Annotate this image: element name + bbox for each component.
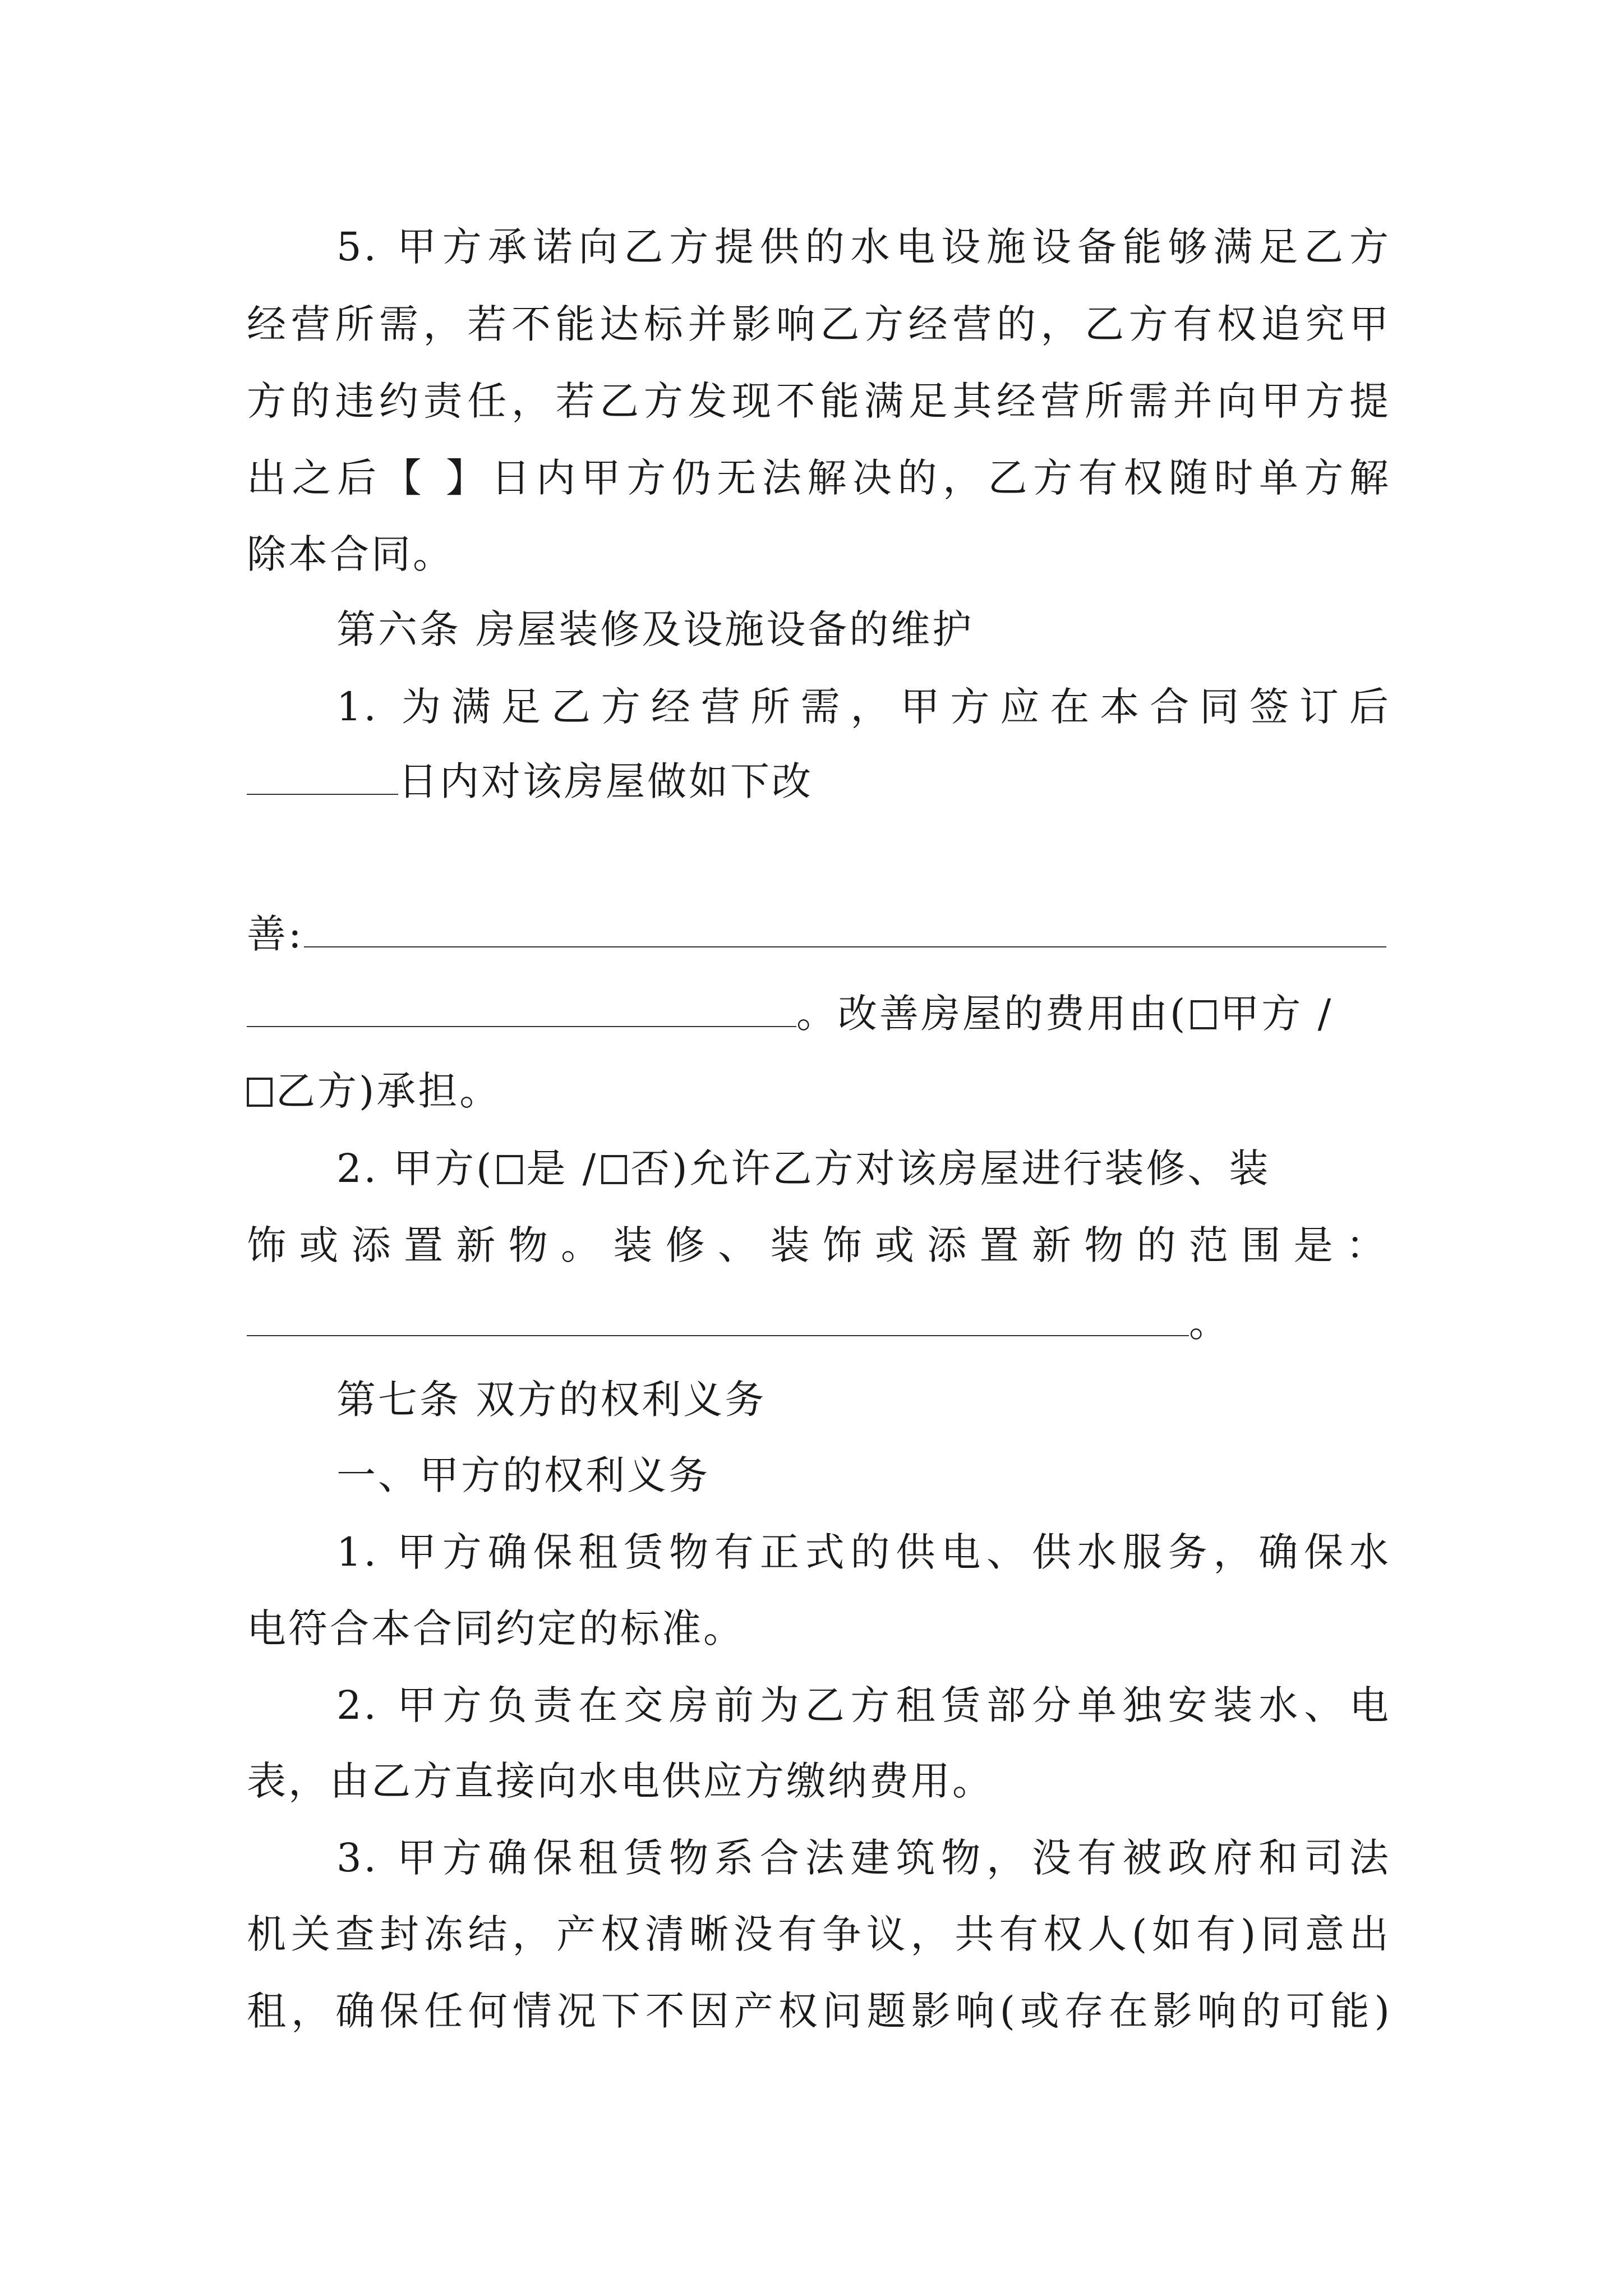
checkbox-no[interactable]: [601, 1155, 627, 1184]
article6-item1-line-5: [247, 1060, 1391, 1122]
article7-line-5: 3. 甲方确保租赁物系合法建筑物，没有被政府和司法: [336, 1835, 1391, 1881]
clause5-line-1: 5. 甲方承诺向乙方提供的水电设施设备能够满足乙方: [336, 224, 1391, 270]
option-yes-label: 是 /: [526, 1145, 598, 1191]
blank-scope-field: [247, 1303, 1189, 1336]
article6-item2-line-1-a: 2. 甲方(: [336, 1145, 494, 1191]
article6-item1-line-3-prefix: 善:: [247, 911, 304, 957]
article6-item2-line-3-end: 。: [1189, 1300, 1230, 1346]
article7-heading: 第七条 双方的权利义务: [336, 1377, 767, 1423]
article7-line-4: 表，由乙方直接向水电供应方缴纳费用。: [247, 1758, 994, 1804]
clause5-line-4: 出之后【 】日内甲方仍无法解决的，乙方有权随时单方解: [247, 455, 1391, 501]
option-no-label: 否: [630, 1145, 672, 1191]
article6-item1-line-4-text: 。改善房屋的费用由(: [796, 991, 1188, 1037]
article6-item1-line-3: [247, 903, 1391, 965]
article7-line-2: 电符合本合同约定的标准。: [247, 1605, 745, 1651]
article7-line-1: 1. 甲方确保租赁物有正式的供电、供水服务，确保水: [336, 1529, 1391, 1575]
option-party-b-label: 乙方: [276, 1068, 359, 1114]
article7-line-3: 2. 甲方负责在交房前为乙方租赁部分单独安装水、电: [336, 1682, 1391, 1728]
clause5-line-2: 经营所需，若不能达标并影响乙方经营的，乙方有权追究甲: [247, 301, 1391, 347]
clause5-line-3: 方的违约责任，若乙方发现不能满足其经营所需并向甲方提: [247, 378, 1391, 424]
article6-item1-line-1: 1. 为满足乙方经营所需，甲方应在本合同签订后: [336, 684, 1391, 730]
blank-improvement-field: [304, 914, 1386, 947]
article6-item2-line-1: [336, 1138, 1391, 1199]
article6-item2-line-3: [247, 1292, 1391, 1354]
checkbox-yes[interactable]: [497, 1155, 523, 1184]
blank-improvement-field-cont: [247, 993, 796, 1027]
article6-item2-line-1-b: )允许乙方对该房屋进行装修、装: [672, 1145, 1271, 1191]
checkbox-party-a[interactable]: [1191, 1000, 1216, 1029]
article7-sub1: 一、甲方的权利义务: [336, 1452, 710, 1498]
article6-item2-line-2: 饰或添置新物。装修、装饰或添置新物的范围是：: [247, 1222, 1391, 1268]
blank-days-field: [247, 761, 398, 795]
clause5-line-5: 除本合同。: [247, 531, 454, 577]
article6-item1-line-4: [247, 983, 1391, 1045]
article6-heading: 第六条 房屋装修及设施设备的维护: [336, 606, 974, 652]
article7-line-7: 租，确保任何情况下不因产权问题影响(或存在影响的可能): [247, 1988, 1391, 2034]
article7-line-6: 机关查封冻结，产权清晰没有争议，共有权人(如有)同意出: [247, 1911, 1391, 1957]
article6-item1-line-2: [247, 751, 1391, 812]
checkbox-party-b[interactable]: [247, 1078, 273, 1107]
article6-item1-line-5-suffix: )承担。: [359, 1068, 501, 1114]
article6-item1-line-2-text: 日内对该房屋做如下改: [398, 758, 813, 804]
option-party-a-label: 甲方 /: [1220, 991, 1334, 1037]
